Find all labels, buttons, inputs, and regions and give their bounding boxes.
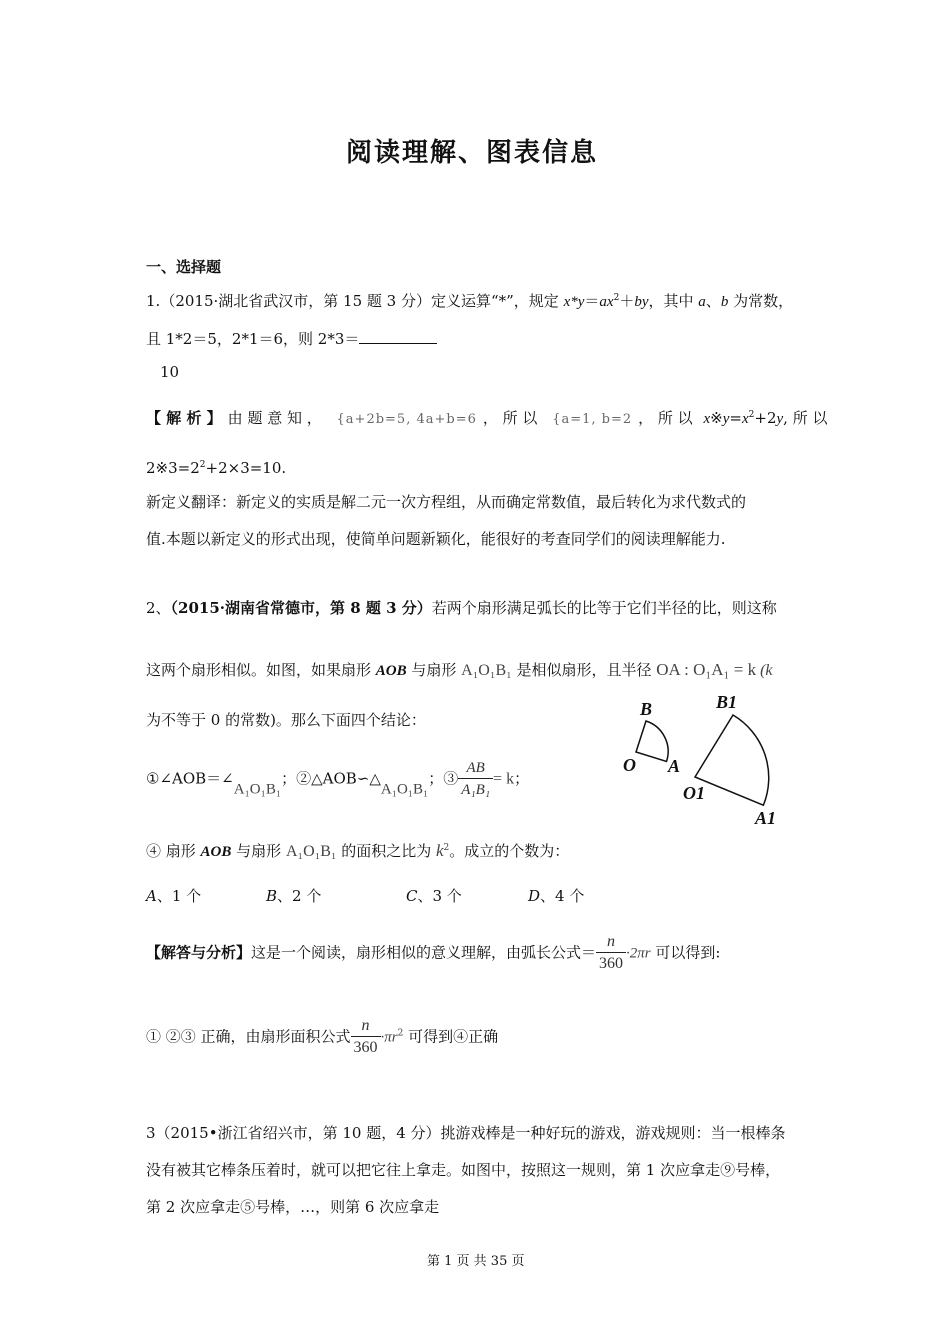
- question-1-line-2: 且 1*2＝5，2*1＝6，则 2*3＝: [146, 329, 437, 349]
- option-a: A、1 个: [146, 887, 202, 905]
- question-3-line-2: 没有被其它棒条压着时，就可以把它往上拿走。如图中，按照这一规则，第 1 次应拿走⑨号棒，: [146, 1161, 781, 1179]
- sector-figure: [610, 685, 790, 835]
- label-b1: B1: [716, 692, 738, 712]
- equation-system-2: {a=1, b=2: [552, 412, 633, 427]
- question-2-conclusions-1-3: ①∠AOB＝∠A₁O₁B₁；②△AOB∽△A₁O₁B₁；③ $\frac{AB}{\text{A₁B₁}}$ = k；: [146, 758, 529, 801]
- question-2-answer: ① ②③ 正确，由扇形面积公式 $\frac{n}{360}$ $\cdot\pi r^2$ 可得到④正确: [146, 1016, 498, 1059]
- question-2-line-1: 2、（2015·湖南省常德市，第 8 题 3 分）若两个扇形满足弧长的比等于它们半径的比，则这称: [146, 599, 777, 617]
- question-1-answer: 10: [160, 363, 180, 381]
- question-2-analysis: 【解答与分析】这是一个阅读，扇形相似的意义理解，由弧长公式＝ $\frac{n}{360}$ ·2πr 可以得到:: [146, 932, 720, 975]
- equation-system-1: {a+2b=5, 4a+b=6: [336, 412, 477, 427]
- large-sector: [695, 715, 769, 805]
- option-c: C、3 个: [406, 887, 462, 905]
- answer-blank: [359, 329, 437, 344]
- option-b: B、2 个: [266, 887, 322, 905]
- label-a: A: [668, 756, 681, 776]
- label-o: O: [623, 755, 636, 775]
- question-3-line-1: 3（2015•浙江省绍兴市，第 10 题，4 分）挑游戏棒是一种好玩的游戏，游戏规则：当一根棒条: [146, 1124, 786, 1142]
- question-1-solution-line-2: $2※3=2^2+2\times 3=10$.: [146, 459, 287, 477]
- small-sector: [636, 721, 668, 762]
- question-2-line-3: 为不等于 0 的常数)。那么下面四个结论：: [146, 711, 426, 729]
- question-2-line-2: 这两个扇形相似。如图，如果扇形 AOB 与扇形 A₁O₁B₁ 是相似扇形，且半径 OA : O₁A₁ = k (k: [146, 660, 773, 679]
- option-d: D、4 个: [528, 887, 585, 905]
- question-3-line-3: 第 2 次应拿走⑤号棒，…，则第 6 次应拿走: [146, 1198, 440, 1216]
- label-o1: O1: [683, 783, 705, 803]
- question-1-note-line-1: 新定义翻译：新定义的实质是解二元一次方程组，从而确定常数值，最后转化为求代数式的: [146, 493, 747, 511]
- page-footer: 第 1 页 共 35 页: [427, 1254, 525, 1269]
- ratio-fraction: $\frac{AB}{\text{A₁B₁}}$: [458, 758, 493, 801]
- label-a1: A1: [755, 808, 777, 828]
- section-heading: 一、选择题: [146, 258, 222, 276]
- area-fraction: $\frac{n}{360}$: [351, 1016, 381, 1059]
- question-1-line-1: 1.（2015·湖北省武汉市，第 15 题 3 分）定义运算“*”，规定 $x*y=ax^2+by$，其中 a、b 为常数，: [146, 292, 794, 310]
- page-title: 阅读理解、图表信息: [346, 138, 599, 168]
- question-2-conclusion-4: ④ 扇形 AOB 与扇形 A₁O₁B₁ 的面积之比为 $k^2$。成立的个数为：: [146, 841, 570, 860]
- question-1-note-line-2: 值.本题以新定义的形式出现，使简单问题新颖化，能很好的考查同学们的阅读理解能力.: [146, 530, 726, 548]
- label-b: B: [640, 699, 653, 719]
- question-1-solution-line-1: 【 解 析 】 由 题 意 知 ， {a+2b=5, 4a+b=6 ， 所 以 {a=1, b=2 ， 所 以 $x※y=x^2+2y$, 所 以: [146, 408, 827, 430]
- arc-length-fraction: $\frac{n}{360}$: [596, 932, 626, 975]
